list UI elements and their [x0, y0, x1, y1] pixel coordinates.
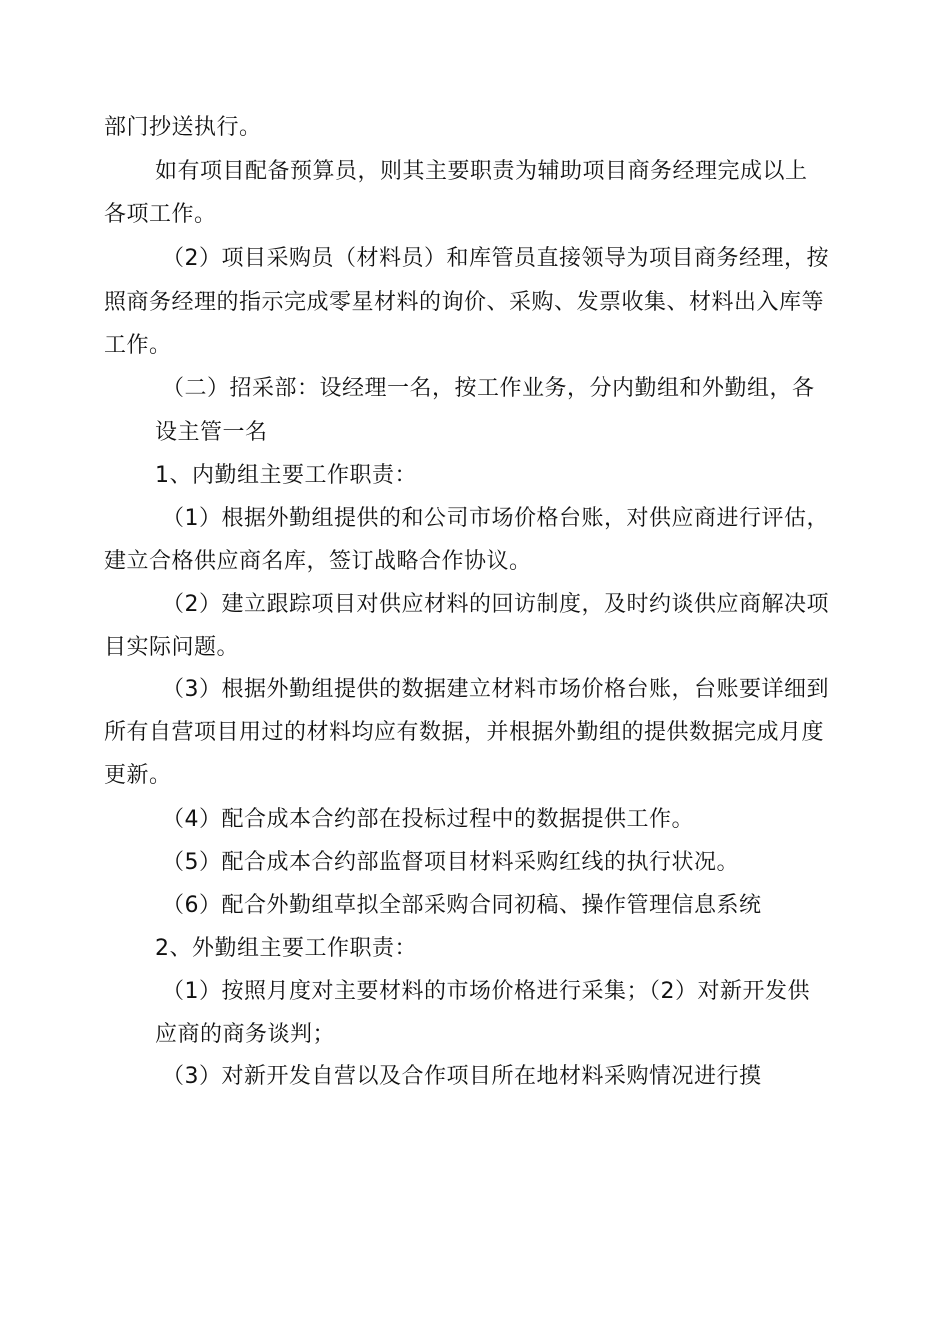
text-line: 各项工作。 — [104, 202, 217, 227]
text-line: （2）建立跟踪项目对供应材料的回访制度，及时约谈供应商解决项 — [162, 592, 829, 617]
text-line: 1、内勤组主要工作职责： — [155, 463, 417, 488]
text-line: （1）按照月度对主要材料的市场价格进行采集；（2）对新开发供 — [162, 979, 810, 1004]
text-line: （4）配合成本合约部在投标过程中的数据提供工作。 — [162, 807, 694, 832]
text-line: 建立合格供应商名库，签订战略合作协议。 — [104, 549, 532, 574]
text-line: 所有自营项目用过的材料均应有数据，并根据外勤组的提供数据完成月度 — [104, 720, 825, 745]
text-line: 工作。 — [104, 333, 172, 358]
text-line: （5）配合成本合约部监督项目材料采购红线的执行状况。 — [162, 850, 739, 875]
text-line: （3）对新开发自营以及合作项目所在地材料采购情况进行摸 — [162, 1064, 762, 1089]
text-line: （3）根据外勤组提供的数据建立材料市场价格台账，台账要详细到 — [162, 677, 829, 702]
text-line: 如有项目配备预算员，则其主要职责为辅助项目商务经理完成以上 — [155, 159, 808, 184]
text-line: （2）项目采购员（材料员）和库管员直接领导为项目商务经理，按 — [162, 246, 829, 271]
text-line: （1）根据外勤组提供的和公司市场价格台账，对供应商进行评估， — [162, 506, 829, 531]
text-line: 照商务经理的指示完成零星材料的询价、采购、发票收集、材料出入库等 — [104, 290, 825, 315]
text-line: 2、外勤组主要工作职责： — [155, 936, 417, 961]
text-line: 应商的商务谈判； — [155, 1022, 336, 1047]
text-line: 目实际问题。 — [104, 635, 240, 660]
text-line: （6）配合外勤组草拟全部采购合同初稿、操作管理信息系统 — [162, 893, 762, 918]
text-line: 设主管一名 — [155, 420, 268, 445]
text-line: （二）招采部：设经理一名，按工作业务，分内勤组和外勤组，各 — [162, 376, 815, 401]
text-line: 更新。 — [104, 763, 172, 788]
text-line: 部门抄送执行。 — [104, 115, 262, 140]
